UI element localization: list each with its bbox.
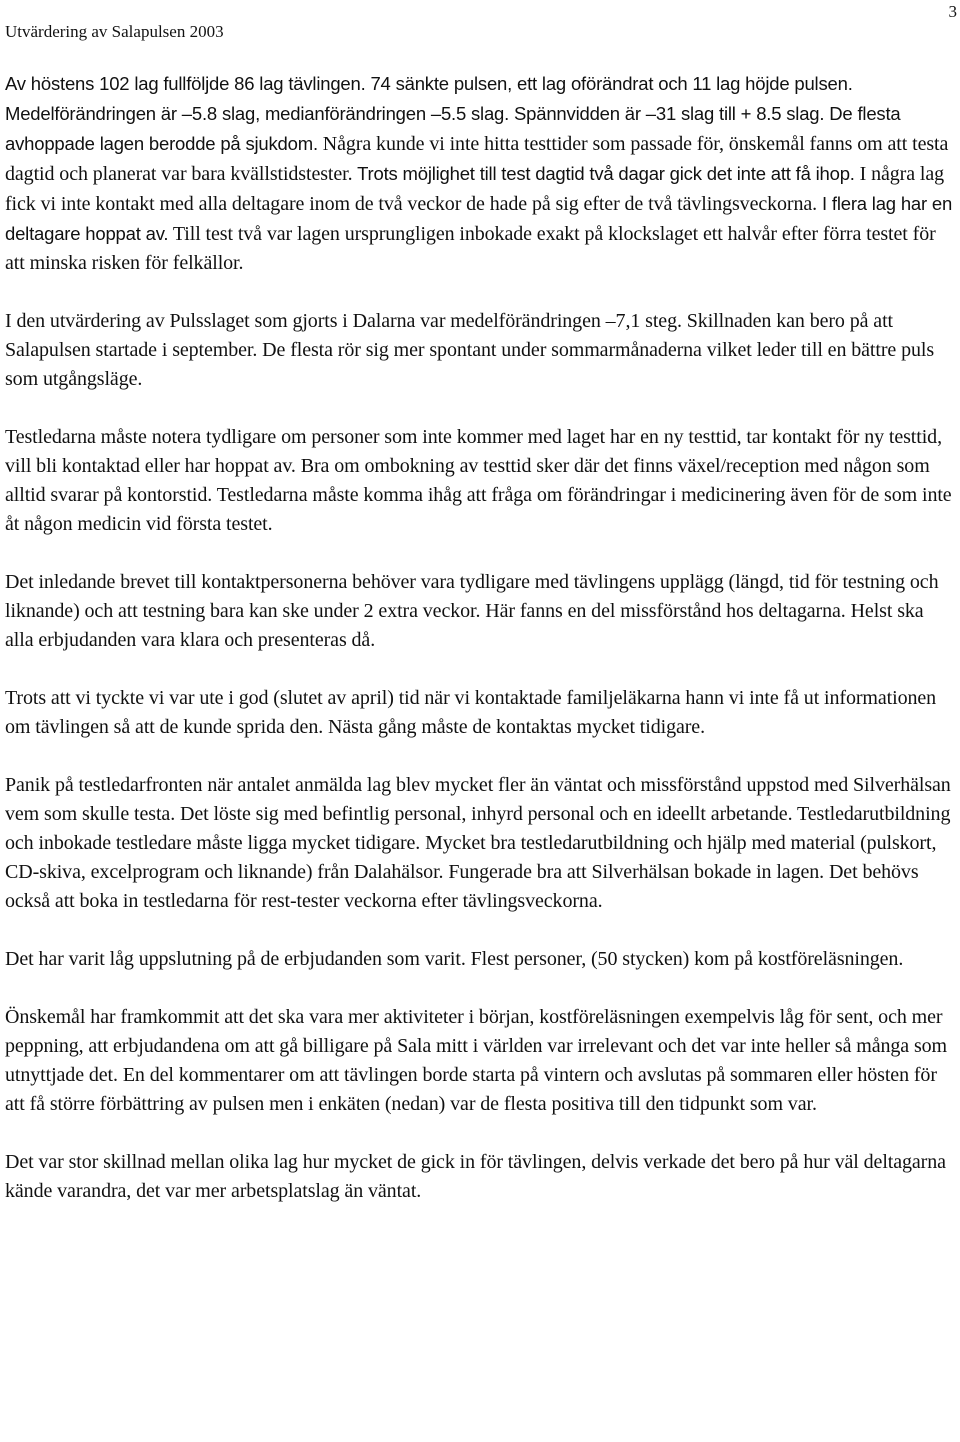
paragraph-segment: Det inledande brevet till kontaktpersonerna behöver vara tydligare med tävlingens upplägg (längd, tid för testning och liknande) och att testning bara kan ske under 2 extra veckor. Här fanns en del missförstånd hos deltagarna. Helst ska alla erbjudanden vara klara och presenteras då. (5, 571, 939, 651)
paragraph-segment: Önskemål har framkommit att det ska vara mer aktiviteter i början, kostföreläsningen exempelvis låg för sent, och mer peppning, att erbjudandena om att gå billigare på Sala mitt i världen var irrelevant och det var inte heller så många som utnyttjade det. En del kommentarer om att tävlingen borde starta på vintern och avslutas på sommaren eller hösten för att få större förbättring av pulsen men i enkäten (nedan) var de flesta positiva till den tidpunkt som var. (5, 1006, 948, 1115)
paragraph-segment: Trots att vi tyckte vi var ute i god (slutet av april) tid när vi kontaktade familjeläkarna hann vi inte få ut informationen om tävlingen så att de kunde sprida den. Nästa gång måste de kontaktas mycket tidigare. (5, 687, 937, 738)
paragraph-results (5, 69, 953, 278)
paragraph-segment: Testledarna måste notera tydligare om personer som inte kommer med laget har en ny testtid, tar kontakt för ny testtid, vill bli kontaktad eller har hoppat av. Bra om ombokning av testtid sker där det finns växel/reception med någon som alltid svarar på kontorstid. Testledarna måste komma ihåg att fråga om förändringar i medicinering även för de som inte åt någon medicin vid första testet. (5, 426, 952, 535)
paragraph-segment: Trots möjlighet till test dagtid två dagar gick det inte att få ihop. (352, 163, 855, 184)
paragraph-segment: I några lag fick vi inte kontakt med alla deltagare inom de två veckor de hade på sig efter de två tävlingsveckorna. (5, 163, 945, 215)
paragraph-segment: Panik på testledarfronten när antalet anmälda lag blev mycket fler än väntat och missförstånd uppstod med Silverhälsan vem som skulle testa. Det löste sig med befintlig personal, inhyrd personal och en ideellt arbetande. Testledarutbildning och inbokade testledare måste ligga mycket tidigare. Mycket bra testledarutbildning och hjälp med material (pulskort, CD-skiva, excelprogram och liknande) från Dalahälsor. Fungerade bra att Silverhälsan bokade in lagen. Det behövs också att boka in testledarna för rest-tester veckorna efter tävlingsveckorna. (5, 774, 951, 912)
paragraph-family-doctors (5, 684, 953, 742)
paragraph-segment: Några kunde vi inte hitta testtider som passade för, önskemål fanns om att testa dagtid och planerat var bara kvällstidstester. (5, 133, 949, 185)
paragraph-team-differences (5, 1148, 953, 1206)
paragraph-segment: Av höstens 102 lag fullföljde 86 lag tävlingen. 74 sänkte pulsen, ett lag oförändrat och 11 lag höjde pulsen. Medelförändringen är –5.8 slag, medianförändringen –5.5 slag. Spännvidden är –31 slag till + 8.5 slag. De flesta avhoppade lagen berodde på sjukdom. (5, 73, 901, 154)
running-header: Utvärdering av Salapulsen 2003 (5, 22, 224, 41)
paragraph-segment: Det var stor skillnad mellan olika lag hur mycket de gick in för tävlingen, delvis verkade det bero på hur väl deltagarna kände varandra, det var mer arbetsplatslag än väntat. (5, 1151, 946, 1202)
page-number: 3 (948, 2, 957, 21)
paragraph-segment: I den utvärdering av Pulsslaget som gjorts i Dalarna var medelförändringen –7,1 steg. Skillnaden kan bero på att Salapulsen startade i september. De flesta rör sig mer spontant under sommarmånaderna vilket leder till en bättre puls som utgångsläge. (5, 310, 935, 390)
paragraph-wishes (5, 1003, 953, 1119)
paragraph-intro-letter (5, 568, 953, 655)
paragraph-test-leader-front (5, 771, 953, 916)
document-body (5, 69, 953, 1235)
paragraph-comparison (5, 307, 953, 394)
paragraph-turnout (5, 945, 953, 974)
paragraph-test-leaders (5, 423, 953, 539)
paragraph-segment: I flera lag har en deltagare hoppat av. (5, 193, 953, 244)
paragraph-segment: Till test två var lagen ursprungligen inbokade exakt på klockslaget ett halvår efter förra testet för att minska risken för felkällor. (5, 223, 936, 274)
paragraph-segment: Det har varit låg uppslutning på de erbjudanden som varit. Flest personer, (50 stycken) kom på kostföreläsningen. (5, 948, 904, 970)
